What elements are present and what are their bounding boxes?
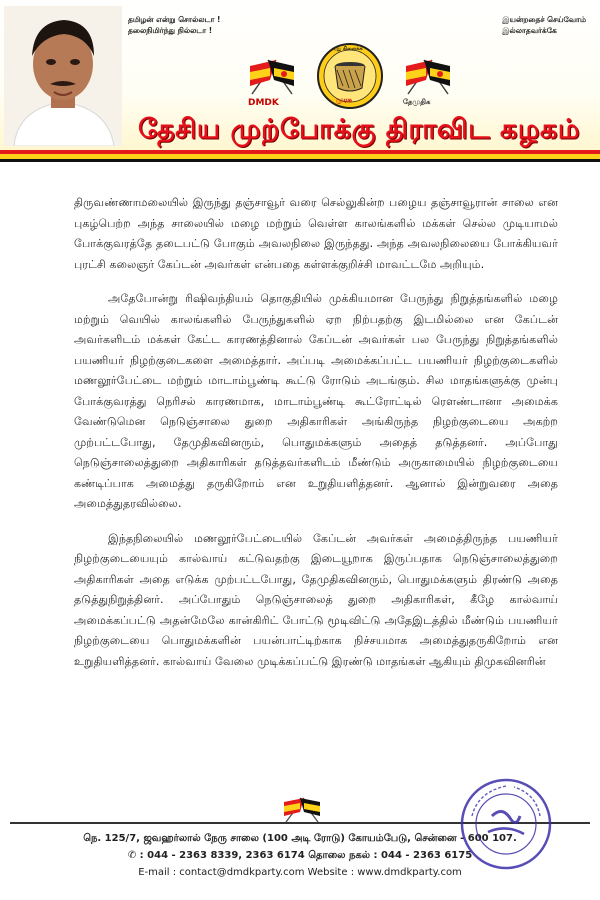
header-stripe-black bbox=[0, 159, 600, 162]
footer-address: நெ. 125/7, ஜவஹர்லால் நேரு சாலை (100 அடி ரோடு) கோயம்பேடு, சென்னை - 600 107. bbox=[83, 833, 517, 844]
office-seal-stamp-icon bbox=[458, 776, 554, 872]
paragraph: இந்தநிலையில் மணலூர்பேட்டையில் கேப்டன் அவர்கள் அமைத்திருந்த பயணியர் நிழற்குடையையும் கால்வாய் கட்டுவதற்கு இடையூறாக இருப்பதாக நெடுஞ்சாலைத்துறை அதிகாரிகள் அதை எடுக்க முற்பட்டபோது, தேமுதிகவினரும், பொதுமக்களும் திரண்டு அதை தடுத்துநிறுத்தினர். அப்போதும் நெடுஞ்சாலைத் துறை அதிகாரிகள், கீழே கால்வாய் அமைக்கப்பட்டு அதன்மேலே கான்கிரிட் போட்டு மூடிவிட்டு அதேஇடத்தில் மீண்டும் பயணியர் நிழற்குடையை பொதுமக்களின் பயன்பாட்டிற்காக நிச்சயமாக அமைத்துதருகிறோம் என உறுதியளித்தனர். கால்வாய் வேலை முடிக்கப்பட்டு இரண்டு மாதங்கள் ஆகியும் திமுகவினரின் bbox=[74, 531, 558, 668]
letter-body bbox=[74, 193, 558, 686]
party-name-tamil-short: தேமுதிக bbox=[403, 98, 431, 106]
slogan-right-line: இல்லாதவர்க்கே bbox=[502, 26, 557, 35]
paragraph: திருவண்ணாமலையில் இருந்து தஞ்சாவூர் வரை செல்லுகின்ற பழைய தஞ்சாவூரான் சாலை என புகழ்பெற்ற அந்த சாலையில் மழை மற்றும் வெள்ள காலங்களில் மக்கள் செல்ல முடியாமல் போக்குவரத்தே தடைபட்டு போகும் அவலநிலை இருந்தது. அந்த அவலநிலையை போக்கியவர் புரட்சி கலைஞர் கேப்டன் அவர்கள் என்பதை கள்ளக்குறிச்சி மாவட்டமே அறியும். bbox=[74, 196, 558, 271]
footer-phone: ✆ : 044 - 2363 8339, 2363 6174 தொலை நகல் : 044 - 2363 6175 bbox=[127, 850, 473, 861]
slogan-right bbox=[502, 14, 586, 36]
slogan-left-line: தமிழன் என்று சொல்லடா ! bbox=[128, 15, 221, 24]
party-title: தேசிய முற்போக்கு திராவிட கழகம் bbox=[138, 114, 580, 145]
leader-photo bbox=[4, 6, 122, 146]
slogan-right-line: இயன்றதைச் செய்வோம் bbox=[502, 15, 586, 24]
slogan-left bbox=[128, 14, 220, 36]
party-flags-right-icon bbox=[398, 56, 458, 96]
paragraph: அதேபோன்று ரிஷிவந்தியம் தொகுதியில் முக்கியமான பேருந்து நிறுத்தங்களில் மழை மற்றும் வெயில் காலங்களில் பேருந்துகளில் ஏற நிற்பதற்கு இடமில்லை என கேப்டன் அவர்களிடம் மக்கள் கேட்ட காரணத்தினால் கேப்டன் அவர்கள் பல பேருந்து நிறுத்தங்களில் பயணியர் நிழற்குடைகளை அமைத்தார். அப்படி அமைக்கப்பட்ட பயணியர் நிழற்குடைகளில் மணலூர்பேட்டை மற்றும் மாடாம்பூண்டி கூட்டு ரோடும் அடங்கும். சில மாதங்களுக்கு முன்பு போக்குவரத்து நெரிசல் காரணமாக, மாடாம்பூண்டி கூட்ரோட்டில் ரௌண்டானா அமைக்க வேண்டுமென நெடுஞ்சாலை துறை அதிகாரிகள் அங்கிருந்த நிழற்குடையை அகற்ற முற்பட்டபோது, தேமுதிகவினரும், பொதுமக்களும் அதைத் தடுத்தனர். அப்போது நெடுஞ்சாலைத்துறை அதிகாரிகள் தடுத்தவர்களிடம் மீண்டும் அருகாமையில் நிழற்குடையை கண்டிப்பாக அமைத்து தருகிறோம் என உறுதியளித்தனர். ஆனால் இன்றுவரை அதை அமைத்துதரவில்லை. bbox=[74, 292, 558, 510]
party-flags-left-icon bbox=[242, 56, 302, 96]
footer-flags-icon bbox=[280, 795, 324, 823]
footer-contact: E-mail : contact@dmdkparty.com Website : www.dmdkparty.com bbox=[138, 867, 462, 878]
letterhead bbox=[0, 0, 600, 155]
emblem-bottom-text: முரசு bbox=[336, 96, 352, 104]
slogan-left-line: தலைநிமிர்ந்து நில்லடா ! bbox=[128, 26, 213, 35]
party-abbreviation: DMDK bbox=[248, 98, 279, 108]
emblem-top-text: வது கிளைக்க bbox=[332, 46, 363, 52]
